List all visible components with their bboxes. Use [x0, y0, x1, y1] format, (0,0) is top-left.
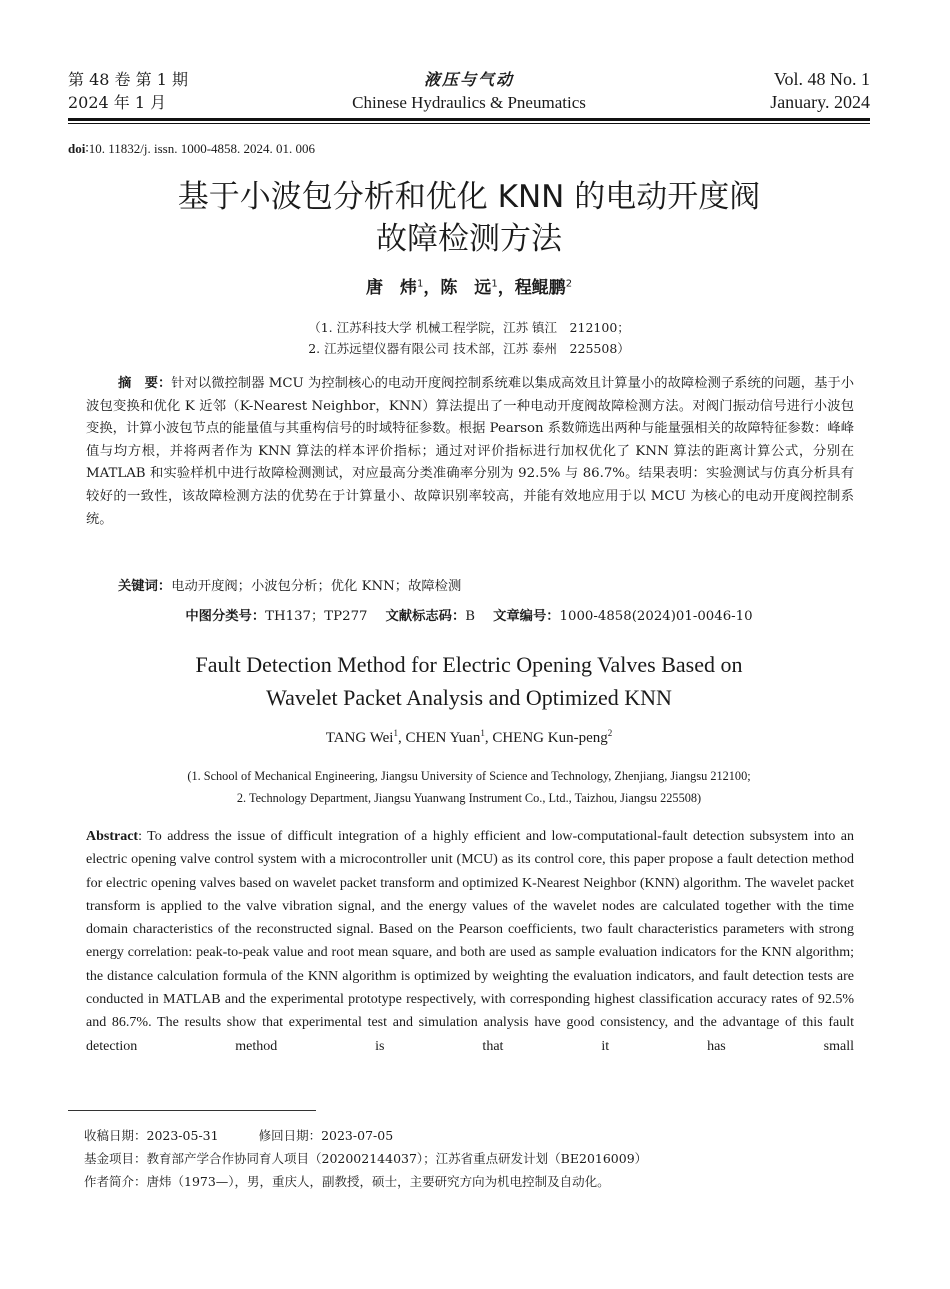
- abstract-cn: [86, 373, 854, 531]
- affiliations-en: [68, 765, 870, 809]
- author-en-1: TANG Wei: [325, 730, 394, 746]
- doi-value: ∶10. 11832/j. issn. 1000-4858. 2024. 01. 006: [85, 141, 316, 156]
- author-en-3-affil: 2: [607, 728, 613, 738]
- fund-note: 基金项目：教育部产学合作协同育人项目（202002144037）；江苏省重点研发计划（BE2016009）: [84, 1151, 648, 1166]
- doc-code-label: 文献标志码：: [385, 609, 466, 624]
- header-rule-thin: [68, 123, 870, 124]
- issue-cn: 第 48 卷 第 1 期: [68, 70, 188, 89]
- title-cn-line-2: 故障检测方法: [376, 221, 562, 257]
- revised-date: 修回日期：2023-07-05: [258, 1128, 394, 1143]
- journal-name: [68, 68, 870, 114]
- author-cn-3: 程鲲鹏: [514, 278, 566, 298]
- journal-name-en: Chinese Hydraulics & Pneumatics: [352, 93, 586, 112]
- author-en-1-affil: 1: [393, 728, 398, 738]
- affiliation-en-2: 2. Technology Department, Jiangsu Yuanwang Instrument Co., Ltd., Taizhou, Jiangsu 225508): [236, 791, 702, 805]
- date-en: January. 2024: [770, 92, 870, 112]
- author-bio: 作者简介：唐炜（1973—），男，重庆人，副教授，硕士，主要研究方向为机电控制及自动化。: [84, 1174, 610, 1189]
- abstract-en-label: Abstract: [86, 829, 139, 844]
- clc-label: 中图分类号：: [185, 609, 266, 624]
- affiliation-cn-1: （1. 江苏科技大学 机械工程学院，江苏 镇江 212100；: [308, 320, 630, 335]
- page-header: [68, 66, 870, 118]
- keywords-cn: [118, 575, 461, 594]
- title-cn-line-1: 基于小波包分析和优化 KNN 的电动开度阀: [177, 179, 761, 215]
- abstract-en: [86, 825, 854, 1058]
- affiliations-cn: [68, 317, 870, 359]
- affiliation-cn-2: 2. 江苏远望仪器有限公司 技术部，江苏 泰州 225508）: [308, 341, 630, 356]
- title-en-line-2: Wavelet Packet Analysis and Optimized KNN: [266, 685, 672, 710]
- author-cn-3-affil: 2: [565, 278, 573, 290]
- author-cn-1-affil: 1: [416, 278, 424, 290]
- doi-line: [68, 141, 315, 157]
- abstract-cn-label: 摘 要：: [118, 376, 172, 391]
- author-cn-2: 陈 远: [440, 278, 492, 298]
- footnote-rule: [68, 1110, 316, 1111]
- title-cn: [68, 176, 870, 260]
- keywords-cn-label: 关键词：: [118, 579, 172, 594]
- journal-name-cn: 液压与气动: [423, 70, 514, 89]
- author-cn-1: 唐 炜: [365, 278, 417, 298]
- clc-value: TH137；TP277: [265, 609, 368, 624]
- affiliation-en-1: (1. School of Mechanical Engineering, Jiangsu University of Science and Technology, Zhenjiang, Jiangsu 212100;: [187, 769, 751, 783]
- doc-code-value: B: [465, 609, 476, 624]
- doi-label: doi: [68, 141, 86, 156]
- received-date: 收稿日期：2023-05-31: [84, 1128, 219, 1143]
- author-cn-2-affil: 1: [491, 278, 498, 290]
- authors-en: TANG Wei$^1$, CHEN Yuan$^1$, CHENG Kun-peng$^2$: [325, 728, 613, 746]
- header-rule-thick: [68, 118, 870, 121]
- author-en-2-affil: 1: [480, 728, 485, 738]
- classification-cn: [68, 605, 870, 624]
- footnote-dates: [84, 1124, 870, 1147]
- footnotes: [84, 1124, 870, 1193]
- article-number-label: 文章编号：: [493, 609, 560, 624]
- keywords-cn-text: 电动开度阀；小波包分析；优化 KNN；故障检测: [171, 579, 462, 594]
- title-en: [68, 648, 870, 714]
- author-en-3: CHENG Kun-peng: [492, 730, 608, 746]
- date-cn: 2024 年 1 月: [68, 93, 167, 112]
- authors-cn: 唐 炜$^1$，陈 远$^1$，程鲲鹏$^2$: [365, 278, 573, 298]
- abstract-cn-text: 针对以微控制器 MCU 为控制核心的电动开度阀控制系统难以集成高效且计算量小的故障检测子系统的问题，基于小波包变换和优化 K 近邻（K-Nearest Neighbor，KNN）算法提出了一种电动开度阀故障检测方法。对阀门振动信号进行小波包变换，计算小波包节点的能量值与其重构信号的时域特征参数。根据 Pearson 系数筛选出两种与能量强相关的故障特征参数：峰峰值与均方根，并将两者作为 KNN 算法的样本评价指标；通过对评价指标进行加权优化了 KNN 算法的距离计算公式，分别在 MATLAB 和实验样机中进行故障检测测试，对应最高分类准确率分别为 92.5% 与 86.7%。结果表明：实验测试与仿真分析具有较好的一致性，该故障检测方法的优势在于计算量小、故障识别率较高，并能有效地应用于以 MCU 为核心的电动开度阀控制系统。: [86, 376, 855, 527]
- abstract-en-text: : To address the issue of difficult integration of a highly efficient and low-computational-fault detection subsystem into an electric opening valve control system with a microcontroller unit (MCU) as its control core, this paper propose a fault detection method for electric opening valves based on wavelet packet transform and optimized K-Nearest Neighbor (KNN) algorithm. The wavelet packet transform is applied to the valve vibration signal, and the energy values of the wavelet nodes are calculated together with the time domain characteristics of the reconstructed signal. Based on the Pearson coefficients, two fault characteristics parameters with strong energy correlation: peak-to-peak value and root mean square, and both are used as sample evaluation indicators for the KNN algorithm; the distance calculation formula of the KNN algorithm is optimized by weighting the evaluation indicators, and fault detection tests are conducted in MATLAB and the experimental prototype respectively, with corresponding highest classification accuracy rates of 92.5% and 86.7%. The results show that experimental test and simulation analysis have good consistency, and the advantage of this fault detection method is that it has small: [86, 829, 854, 1054]
- author-en-2: CHEN Yuan: [405, 730, 481, 746]
- volume-en: Vol. 48 No. 1: [773, 69, 870, 89]
- title-en-line-1: Fault Detection Method for Electric Opening Valves Based on: [195, 652, 743, 677]
- issue-info-en: [770, 68, 870, 114]
- article-number-value: 1000-4858(2024)01-0046-10: [559, 609, 753, 624]
